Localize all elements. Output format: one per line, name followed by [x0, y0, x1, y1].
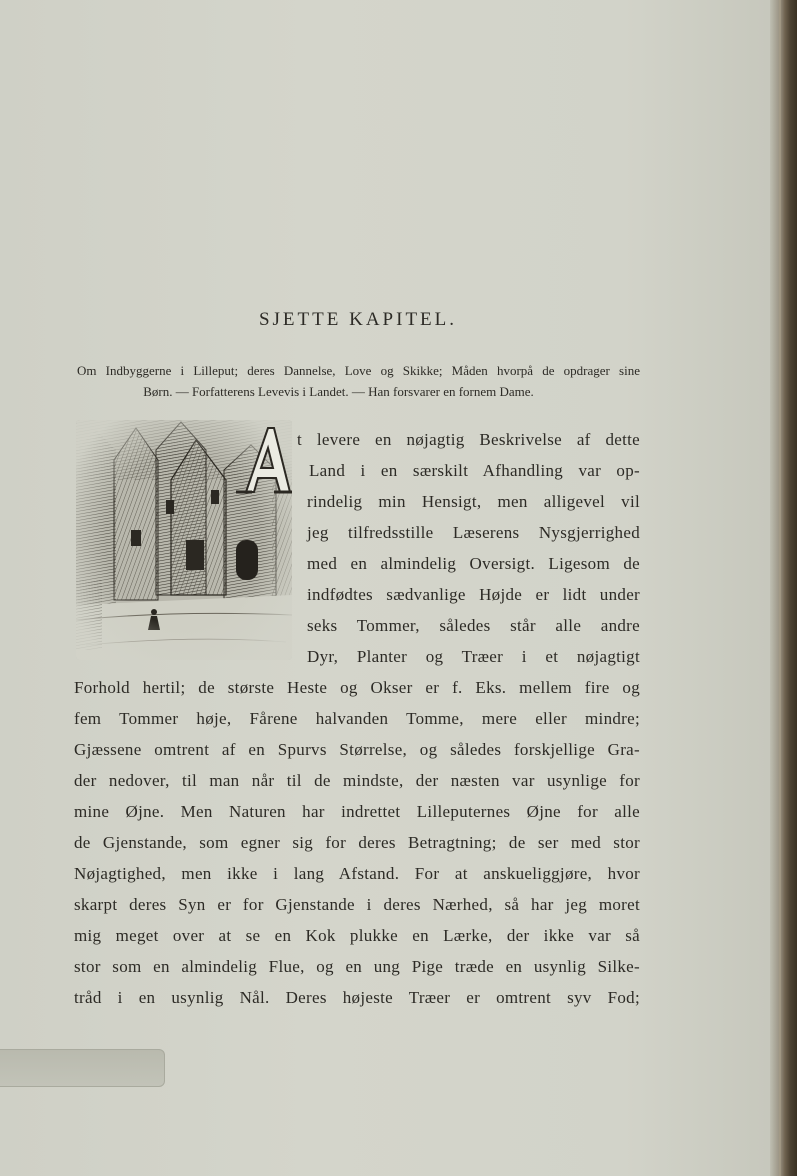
text-line: fem Tommer høje, Fårene halvanden Tomme, mere eller mindre;: [74, 709, 640, 728]
text-line: t levere en nøjagtig Beskrivelse af dette: [297, 430, 640, 449]
text-line: med en almindelig Oversigt. Ligesom de: [307, 554, 640, 573]
text-line: Land i en særskilt Afhandling var op-: [309, 461, 640, 480]
text-line: jeg tilfredsstille Læserens Nysgjerrighed: [307, 523, 640, 542]
text-line: de Gjenstande, som egner sig for deres Betragtning; de ser med stor: [74, 833, 640, 852]
text-line: stor som en almindelig Flue, og en ung Pige træde en usynlig Silke-: [74, 957, 640, 976]
text-line: mine Øjne. Men Naturen har indrettet Lilleputernes Øjne for alle: [74, 802, 640, 821]
chapter-title: SJETTE KAPITEL.: [258, 309, 458, 330]
text-line: tråd i en usynlig Nål. Deres højeste Træer er omtrent syv Fod;: [74, 988, 640, 1007]
text-line: skarpt deres Syn er for Gjenstande i deres Nærhed, så har jeg moret: [74, 895, 640, 914]
chapter-summary-line-2: Børn. — Forfatterens Levevis i Landet. — Han forsvarer en fornem Dame.: [143, 384, 534, 399]
text-line: der nedover, til man når til de mindste, der næsten var usynlige for: [74, 771, 640, 790]
chapter-summary-line-1: Om Indbyggerne i Lilleput; deres Dannelse, Love og Skikke; Måden hvorpå de opdrager sine: [77, 363, 640, 378]
text-line: rindelig min Hensigt, men alligevel vil: [307, 492, 640, 511]
text-line: Dyr, Planter og Træer i et nøjagtigt: [307, 647, 640, 666]
text-line: Gjæssene omtrent af en Spurvs Størrelse, og således forskjellige Gra-: [74, 740, 640, 759]
text-line: Nøjagtighed, men ikke i lang Afstand. For at anskueliggjøre, hvor: [74, 864, 640, 883]
text-line: Forhold hertil; de største Heste og Okser er f. Eks. mellem fire og: [74, 678, 640, 697]
text-line: seks Tommer, således står alle andre: [307, 616, 640, 635]
text-line: indfødtes sædvanlige Højde er lidt under: [307, 585, 640, 604]
text-line: mig meget over at se en Kok plukke en Lærke, der ikke var så: [74, 926, 640, 945]
